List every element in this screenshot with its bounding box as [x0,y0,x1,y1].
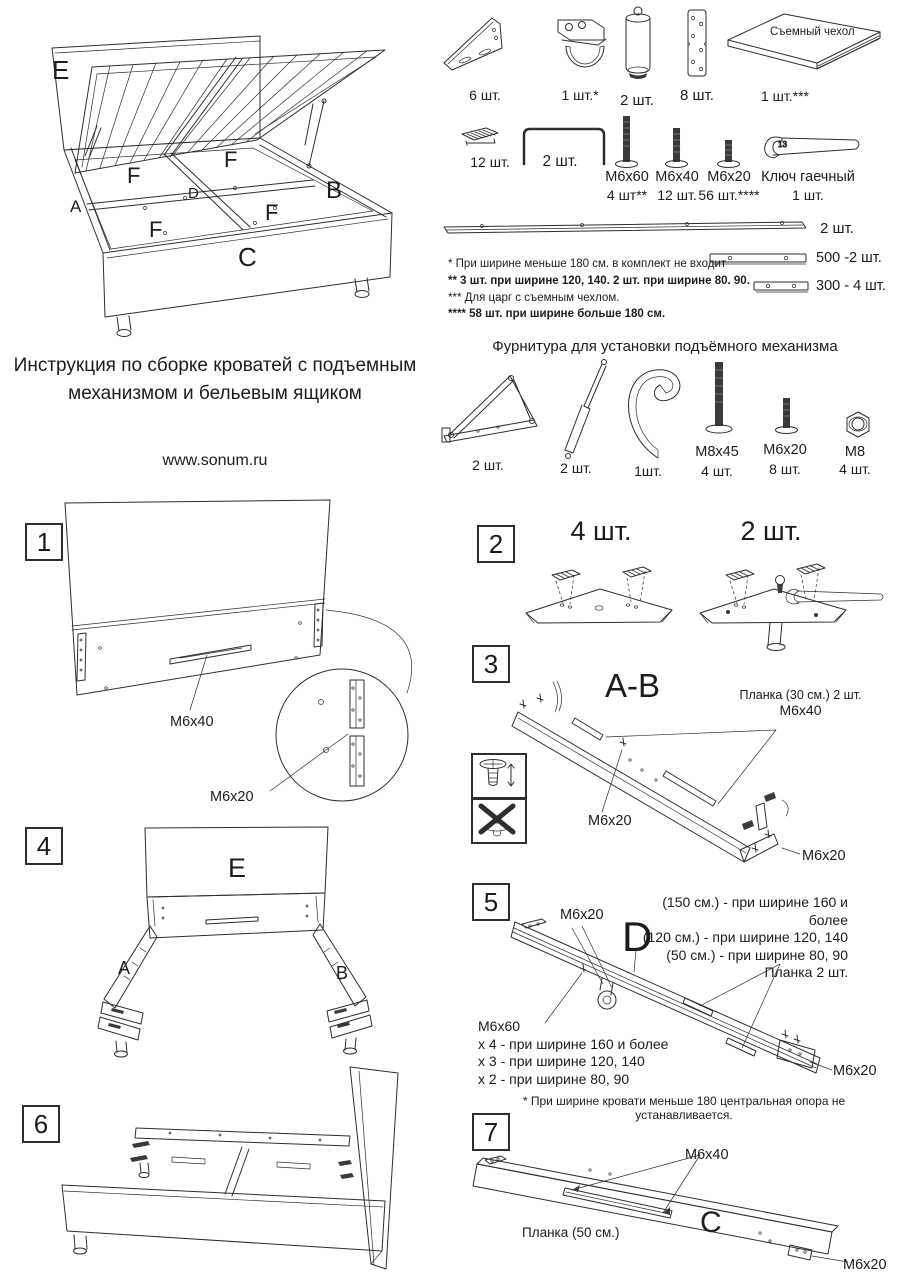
step-4-drawing [20,818,460,1100]
removable-cover-icon [722,8,890,70]
step5-right-line: (150 см.) - при ширине 160 и более [662,894,848,928]
bar-qty: 300 - 4 шт. [816,278,886,294]
pad-icon [458,122,504,150]
overview-label-f4: F [265,200,279,225]
step4-label-a: A [118,958,131,978]
step4-label-e: E [228,853,247,883]
cover-title: Съемный чехол [770,26,855,38]
step2-qty-left: 4 шт. [570,516,632,546]
bar-qty: 2 шт. [820,220,854,237]
step3-label-ab: A-B [605,667,661,704]
hw-size: М8 [844,444,866,460]
step-5 [460,878,900,1122]
step-5-number: 5 [472,883,510,921]
part-qty: 4 шт** [606,187,648,203]
part-size: М6х20 [707,169,751,185]
bolt-m6x60-icon [612,114,642,172]
step-2-drawing [460,505,900,655]
step-7 [460,1108,900,1280]
footnote-3: *** Для царг с съемным чехлом. [448,292,620,304]
step5-left-line: х 4 - при ширине 160 и более [478,1035,669,1052]
step5-bolt-top: М6х20 [560,907,604,923]
hw-size: М8х45 [695,444,739,460]
strap-icon [612,360,692,462]
footnote-4: **** 58 шт. при ширине больше 180 см. [448,308,666,320]
step5-left-line: х 2 - при ширине 80, 90 [478,1070,630,1087]
part-size: М6х60 [605,169,649,185]
wrench-icon [760,130,865,166]
step-3-number: 3 [472,645,510,683]
step-4-number: 4 [25,827,63,865]
part-qty: 12 шт. [657,187,697,203]
step7-plank-label: Планка (50 см.) [522,1225,620,1240]
hw-qty: 2 шт. [560,460,592,476]
part-qty: 1 шт.* [561,87,599,103]
step-6 [20,1085,460,1280]
bolt-m8x45-icon [702,360,742,440]
step4-label-b: B [336,963,349,983]
hw-qty: 4 шт. [701,463,733,479]
hw-qty: 1шт. [634,463,662,479]
page-title-line2: механизмом и бельевым ящиком [68,383,362,404]
overview-label-f1: F [127,163,141,188]
step1-bolt-m6x40: М6х40 [170,714,214,730]
bolt-m6x40-icon [662,126,692,172]
leg-bracket-icon [548,6,618,84]
step-1 [20,488,460,820]
step5-right-line: (50 см.) - при ширине 80, 90 [666,946,848,963]
hw-qty: 2 шт. [472,457,504,473]
part-qty: 1 шт.*** [760,88,810,104]
leg-icon [618,5,658,87]
step5-right-line: Планка 2 шт. [764,964,848,980]
lift-hardware-heading: Фурнитура для установки подъёмного механизма [492,338,838,355]
bar-qty: 500 -2 шт. [816,250,882,266]
overview-label-e: E [52,55,70,85]
step-3-drawing [460,638,900,883]
step-6-number: 6 [22,1105,60,1143]
flat-plate-icon [680,6,714,82]
svg-text:13: 13 [778,140,787,149]
part-size: М6х40 [655,169,699,185]
step5-left-line: х 3 - при ширине 120, 140 [478,1053,645,1069]
overview-label-f3: F [149,217,163,242]
step-1-number: 1 [25,523,63,561]
overview-label-c: C [238,242,257,272]
part-qty: 8 шт. [680,87,714,104]
step7-bolt-m6x40: М6х40 [685,1147,729,1163]
part-qty: 2 шт. [542,153,578,170]
hw-qty: 8 шт. [769,461,801,477]
step3-bolt-end: М6х20 [802,848,846,864]
part-qty: 12 шт. [470,154,510,170]
bolt-m6x20-hw-icon [772,396,802,440]
overview-label-d: D [188,185,199,202]
step5-right-line: (120 см.) - при ширине 120, 140 [642,929,848,945]
lift-mechanism-icon [438,360,548,452]
overview-label-f2: F [224,147,238,172]
bed-overview-drawing [25,8,435,338]
website-url: www.sonum.ru [162,452,268,469]
bar-300-icon [752,280,812,294]
step-4 [20,818,460,1100]
part-qty: 56 шт.**** [698,187,760,203]
step-3 [460,638,900,883]
bolt-m6x20-icon [714,138,744,172]
step-1-drawing [20,488,460,820]
part-qty: 6 шт. [469,87,501,103]
part-qty: 2 шт. [620,92,654,109]
long-bar-icon [442,220,814,238]
step-6-drawing [20,1085,460,1280]
step3-bolt-mid: М6х20 [588,813,632,829]
overview-label-a: A [70,197,82,216]
overview-label-b: B [326,177,343,204]
step5-bolt-end: М6х20 [833,1063,877,1079]
step1-bolt-m6x20: М6х20 [210,789,254,805]
page-title [10,352,420,408]
step7-bolt-end: М6х20 [843,1257,887,1273]
parts-list [430,0,900,335]
step5-label-d: D [622,913,653,960]
step5-footnote: * При ширине кровати меньше 180 центральная опора не устанавливается. [522,1094,846,1122]
part-label: Ключ гаечный [761,169,855,185]
nut-m8-icon [840,410,876,442]
lift-hardware-section [430,338,900,488]
step7-label-c: C [700,1206,722,1239]
step2-qty-right: 2 шт. [740,516,802,546]
page-title-line1: Инструкция по сборке кроватей с подъемным [13,355,417,376]
part-qty: 1 шт. [792,187,824,203]
corner-bracket-icon [438,8,538,80]
step-7-number: 7 [472,1113,510,1151]
step-7-drawing [460,1108,900,1280]
step-2-number: 2 [477,525,515,563]
step3-plank-bolt: М6х40 [779,702,822,718]
step5-left-line: М6х60 [478,1018,521,1034]
hw-qty: 4 шт. [839,461,871,477]
hw-size: М6х20 [763,442,807,458]
footnote-2: ** 3 шт. при ширине 120, 140. 2 шт. при ширине 80. 90. [448,275,750,287]
step-2 [460,505,900,655]
step3-plank-line: Планка (30 см.) 2 шт. [739,688,862,702]
step-5-drawing [460,878,900,1110]
footnote-1: * При ширине меньше 180 см. в комплект не входит [448,258,727,270]
